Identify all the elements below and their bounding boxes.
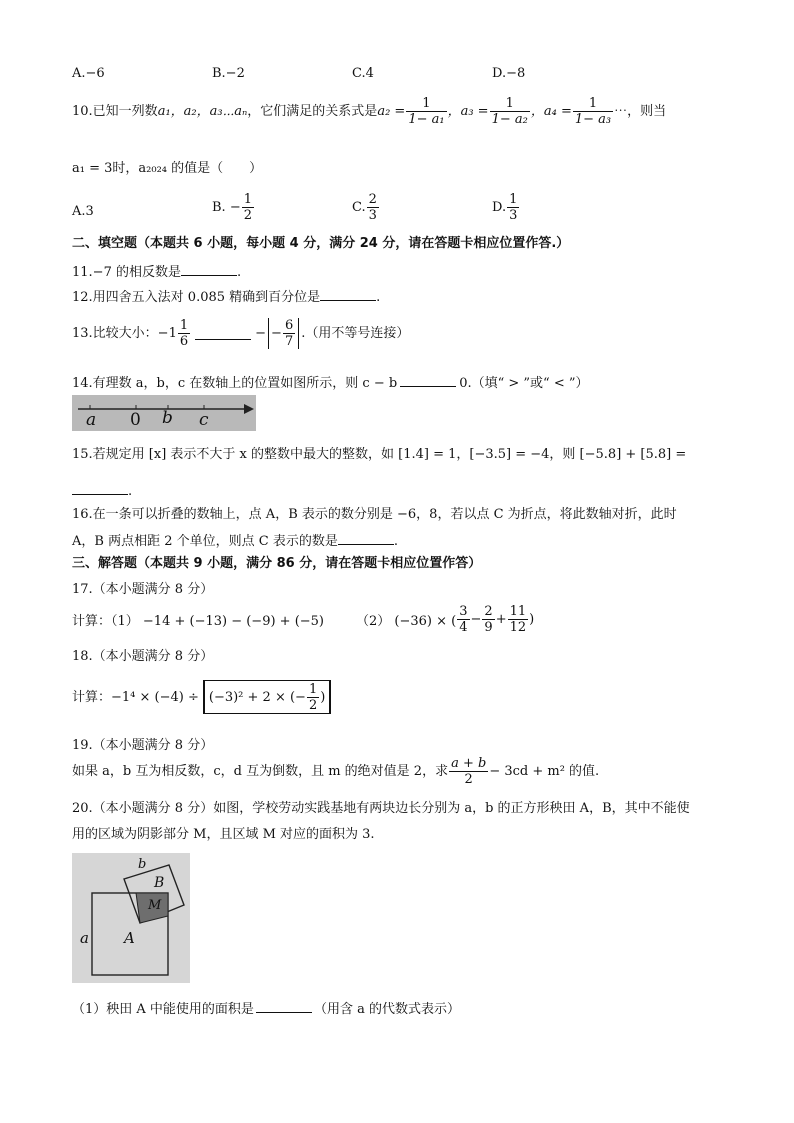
q14: 14.有理数 a，b，c 在数轴上的位置如图所示，则 c − b 0.（填“ > ”或“ < ”） [72, 376, 589, 391]
q10-option-b: B. − $\frac{1}{2}$ [212, 192, 252, 223]
q16-blank[interactable] [338, 532, 394, 545]
q18-expr: 计算：−1⁴ × (−4) ÷ (−3)² + 2 × (− $\frac{1}{2}$ ) [72, 680, 331, 714]
section-3-title: 三、解答题（本题共 9 小题，满分 86 分，请在答题卡相应位置作答） [72, 556, 482, 571]
q13-blank[interactable] [195, 327, 251, 340]
q9-option-d: D.−8 [492, 66, 526, 81]
q15-blank-line: . [72, 482, 132, 498]
q10-option-a: A.3 [72, 204, 94, 219]
q10-rel3: ，a₄ = [530, 104, 572, 119]
q19-head: 19.（本小题满分 8 分） [72, 738, 214, 753]
q10-frac3: $\frac{1}{\text{1− a₃}}$ [574, 96, 612, 127]
fig-label-B: B [154, 875, 165, 891]
q14-blank[interactable] [400, 374, 456, 387]
q10-frac1: $\frac{1}{\text{1− a₁}}$ [408, 96, 445, 127]
q16-line2: A，B 两点相距 2 个单位，则点 C 表示的数是 . [72, 534, 398, 549]
q10-rel1: a₂ = [377, 104, 406, 119]
q16-line1: 16.在一条可以折叠的数轴上，点 A，B 表示的数分别是 −6，8，若以点 C 为折点，将此数轴对折，此时 [72, 507, 677, 522]
number-line-label-a: a [86, 410, 97, 430]
q10-tail: ⋯，则当 [614, 104, 667, 119]
q10-line2: a₁ = 3时，a₂₀₂₄ 的值是（ ） [72, 161, 263, 176]
q17-part2: （2） (−36) × ( $\frac{3}{4}$ − $\frac{2}{9}$ + $\frac{11}{12}$ ) [356, 604, 535, 635]
number-line-label-c: c [199, 410, 209, 430]
q15: 15.若规定用 [x] 表示不大于 x 的整数中最大的整数，如 [1.4] = 1，[−3.5] = −4，则 [−5.8] + [5.8] = [72, 447, 687, 462]
q13: 13.比较大小：−1 $\frac{1}{6}$ − − $\frac{6}{7}$ .（用不等号连接） [72, 318, 410, 349]
q10-stem-a: 10.已知一列数 [72, 104, 158, 119]
q9-option-c: C.4 [352, 66, 374, 81]
q17-part1: 计算：（1） −14 + (−13) − (−9) + (−5) [72, 614, 325, 629]
q20-line1: 20.（本小题满分 8 分）如图，学校劳动实践基地有两块边长分别为 a，b 的正方形秧田 A，B，其中不能使 [72, 801, 690, 816]
number-line-label-b: b [162, 408, 173, 428]
q10-stem [72, 96, 666, 127]
section-2-title: 二、填空题（本题共 6 小题，每小题 4 分，满分 24 分，请在答题卡相应位置作答.） [72, 236, 570, 251]
q9-option-a: A.−6 [72, 66, 105, 81]
q11-blank[interactable] [181, 263, 237, 276]
q18-head: 18.（本小题满分 8 分） [72, 649, 214, 664]
fig-label-a: a [80, 929, 89, 947]
q10-option-c: C. $\frac{2}{3}$ [352, 192, 377, 223]
q10-rel2: ，a₃ = [447, 104, 489, 119]
q11: 11.−7 的相反数是 . [72, 265, 242, 280]
number-line-label-0: 0 [130, 410, 141, 430]
q20-sub1-blank[interactable] [256, 1000, 312, 1013]
q15-blank[interactable] [72, 482, 128, 495]
q10-seq: a₁，a₂，a₃⋯aₙ [157, 104, 248, 119]
q19-body: 如果 a，b 互为相反数，c，d 互为倒数，且 m 的绝对值是 2，求 $\frac{a + b}{2}$ − 3cd + m² 的值. [72, 756, 600, 787]
q20-sub1: （1）秧田 A 中能使用的面积是 （用含 a 的代数式表示） [72, 1002, 460, 1017]
q10-option-d: D. $\frac{1}{3}$ [492, 192, 518, 223]
fig-label-A: A [124, 929, 135, 947]
fig-label-b: b [138, 857, 147, 872]
q10-stem-b: ，它们满足的关系式是 [247, 104, 378, 119]
q17-head: 17.（本小题满分 8 分） [72, 582, 214, 597]
q10-frac2: $\frac{1}{\text{1− a₂}}$ [491, 96, 528, 127]
q12: 12.用四舍五入法对 0.085 精确到百分位是 . [72, 290, 381, 305]
q20-figure [72, 853, 190, 983]
fig-label-M: M [148, 898, 162, 913]
number-line-figure [72, 395, 256, 431]
q20-line2: 用的区域为阴影部分 M，且区域 M 对应的面积为 3. [72, 827, 375, 842]
q9-option-b: B.−2 [212, 66, 245, 81]
q12-blank[interactable] [320, 288, 376, 301]
